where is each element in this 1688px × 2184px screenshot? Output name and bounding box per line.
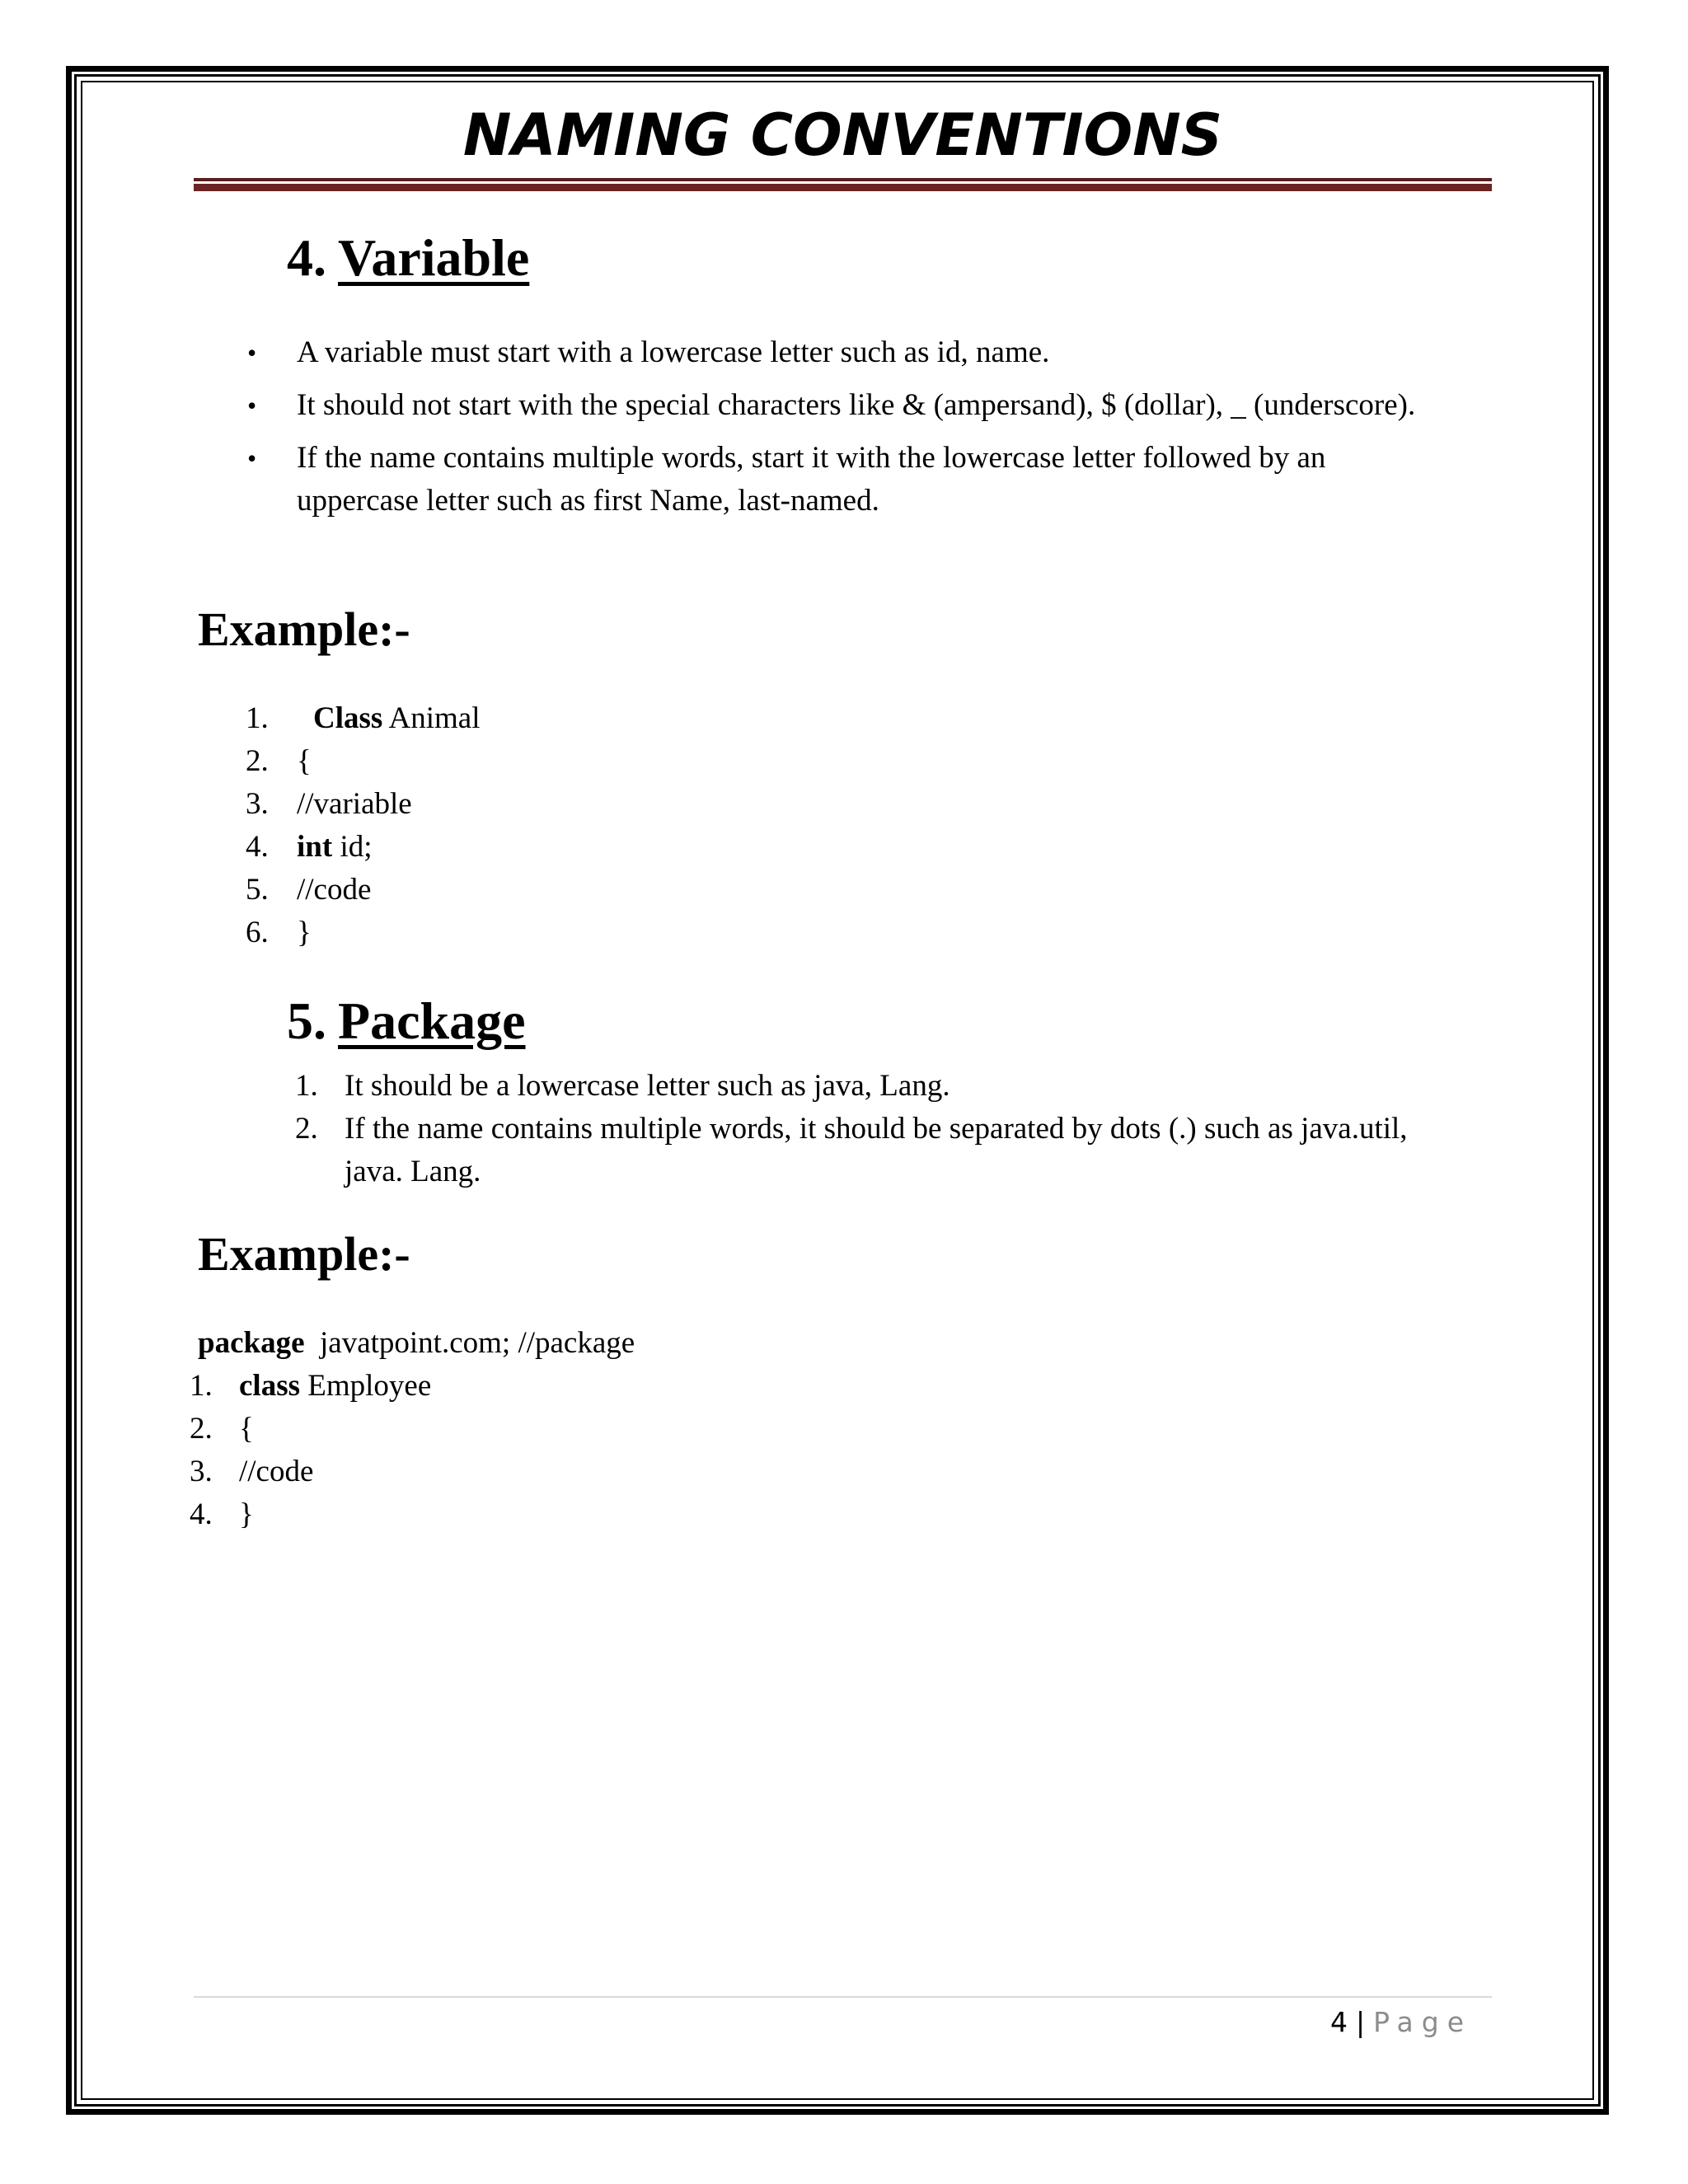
list-item [295, 1065, 1465, 1108]
section-title: Variable [338, 228, 530, 287]
line-number: 4. [246, 830, 269, 864]
code-text [239, 1493, 254, 1536]
example-heading-variable: Example:- [198, 602, 410, 656]
code-text [297, 869, 371, 912]
code-keyword: Class [313, 701, 383, 735]
page-number: 4 [1329, 2006, 1348, 2038]
page-label: Page [1373, 2006, 1472, 2038]
code-text [239, 1451, 313, 1493]
code-line [190, 1493, 767, 1536]
example-heading-package: Example:- [198, 1227, 410, 1281]
package-code-example [190, 1365, 767, 1536]
code-line [246, 912, 823, 954]
code-line [190, 1408, 767, 1451]
line-number: 3. [246, 787, 269, 821]
variable-rules-list [247, 331, 1434, 532]
section-number: 4. [287, 228, 326, 287]
package-rules-list [295, 1065, 1465, 1193]
code-rest: javatpoint.com; //package [304, 1326, 635, 1360]
code-text [239, 1408, 254, 1451]
line-number: 2. [190, 1412, 213, 1446]
bullet-icon: • [247, 443, 257, 473]
list-item [247, 331, 1434, 374]
line-number: 1. [246, 701, 269, 735]
code-rest: id; [332, 830, 373, 864]
code-text [297, 912, 312, 954]
header-rule-thin [194, 178, 1492, 181]
bullet-icon: • [247, 391, 257, 420]
code-rest: Employee [300, 1369, 432, 1403]
code-rest: Animal [382, 701, 481, 735]
code-text [297, 783, 412, 826]
line-number: 6. [246, 916, 269, 949]
line-number: 2. [246, 744, 269, 778]
page-title: NAMING CONVENTIONS [462, 101, 1223, 169]
section-number: 5. [287, 991, 326, 1050]
code-keyword: package [198, 1326, 305, 1360]
code-text [313, 697, 481, 740]
code-line [190, 1451, 767, 1493]
code-text [297, 826, 373, 869]
list-item-text: A variable must start with a lowercase letter such as id, name. [297, 335, 1050, 369]
package-declaration [198, 1322, 635, 1365]
footer-separator: | [1355, 2006, 1366, 2038]
line-number: 3. [190, 1455, 213, 1488]
section-heading-package [287, 992, 526, 1050]
list-item-text: It should be a lowercase letter such as java, Lang. [345, 1069, 950, 1103]
code-rest: //code [239, 1455, 314, 1488]
list-item [247, 384, 1434, 427]
code-line [246, 826, 823, 869]
list-item [247, 437, 1434, 523]
section-heading-variable [287, 229, 529, 287]
list-item-text: If the name contains multiple words, start it with the lowercase letter followed by an uppercase letter such as first Name, last-named. [297, 441, 1326, 518]
page-footer [1330, 2003, 1472, 2042]
list-item [295, 1108, 1465, 1193]
code-rest: { [239, 1412, 254, 1446]
line-number: 4. [190, 1497, 213, 1531]
variable-code-example [246, 697, 823, 954]
code-rest: } [297, 916, 312, 949]
code-line [246, 740, 823, 783]
code-line [246, 697, 823, 740]
footer-rule [194, 1996, 1492, 1998]
section-title: Package [338, 991, 526, 1050]
list-item-text: If the name contains multiple words, it should be separated by dots (.) such as java.util, java. Lang. [345, 1112, 1408, 1188]
list-number: 2. [295, 1112, 318, 1146]
code-text [297, 740, 312, 783]
bullet-icon: • [247, 338, 257, 368]
code-rest: //variable [297, 787, 412, 821]
code-keyword: int [297, 830, 333, 864]
list-number: 1. [295, 1069, 318, 1103]
code-rest: //code [297, 873, 372, 907]
header-rule-thick [194, 184, 1492, 191]
code-text [239, 1365, 431, 1408]
code-line [246, 869, 823, 912]
code-line [246, 783, 823, 826]
list-item-text: It should not start with the special characters like & (ampersand), $ (dollar), _ (underscore). [297, 388, 1416, 422]
code-line [190, 1365, 767, 1408]
line-number: 5. [246, 873, 269, 907]
code-rest: } [239, 1497, 254, 1531]
line-number: 1. [190, 1369, 213, 1403]
code-keyword: class [239, 1369, 300, 1403]
code-rest: { [297, 744, 312, 778]
